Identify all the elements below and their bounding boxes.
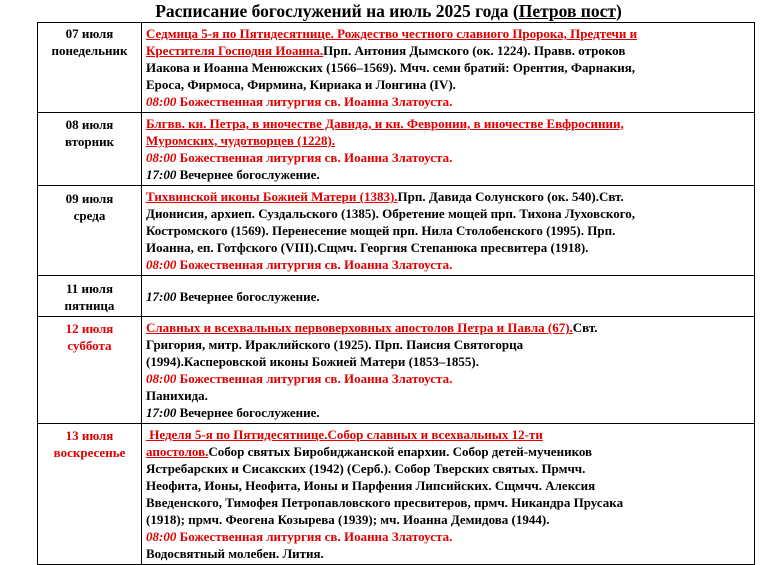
line: Неделя 5-я по Пятидесятнице.Собор славных и всехвальных 12-ти [146, 427, 543, 442]
date-weekday: воскресенье [53, 445, 126, 460]
table-row [38, 186, 755, 276]
service-cell [142, 186, 755, 276]
page-title [0, 1, 777, 22]
line: (1994).Касперовской иконы Божией Матери (1853–1855). [146, 354, 479, 369]
date-cell [38, 186, 142, 276]
line: (1918); прмч. Феогена Козырева (1939); мч. Иоанна Демидова (1944). [146, 512, 550, 527]
service-cell [142, 424, 755, 565]
date-cell [38, 113, 142, 186]
service-cell [142, 23, 755, 113]
service-cell [142, 113, 755, 186]
line: Муромских, чудотворцев (1228). [146, 133, 336, 148]
date-day: 09 июля [65, 191, 114, 206]
table-row [38, 23, 755, 113]
vespers-line: 17:00 Вечернее богослужение. [146, 288, 320, 304]
title-fast-name: Петров пост [518, 1, 616, 21]
date-cell [38, 23, 142, 113]
table-row [38, 113, 755, 186]
date-day: 07 июля [65, 26, 114, 41]
liturgy-line: 08:00 Божественная литургия св. Иоанна Златоуста. [146, 529, 453, 544]
date-day: 08 июля [65, 117, 114, 132]
date-weekday: вторник [64, 134, 115, 149]
date-day: 11 июля [66, 281, 113, 296]
line: Иакова и Иоанна Менюжских (1566–1569). Мчч. семи братий: Орентия, Фарнакия, [146, 60, 636, 75]
line: Ероса, Фирмоса, Фирмина, Кириака и Лонгина (IV). [146, 77, 456, 92]
service-cell [142, 317, 755, 424]
service-cell [142, 276, 755, 317]
line: Дионисия, архиеп. Суздальского (1385). Обретение мощей прп. Тихона Луховского, [146, 206, 636, 221]
line: Ястребарских и Сисакских (1942) (Серб.). Собор Тверских святых. Прмчч. [146, 461, 586, 476]
moleben-line: Водосвятный молебен. Лития. [146, 546, 324, 561]
line: Неофита, Ионы, Неофита, Ионы и Парфения Липсийских. Сщмчч. Алексия [146, 478, 596, 493]
date-weekday: пятница [64, 298, 115, 313]
date-weekday: суббота [67, 338, 112, 353]
vespers-line: 17:00 Вечернее богослужение. [146, 405, 320, 420]
vespers-line: 17:00 Вечернее богослужение. [146, 167, 320, 182]
schedule-table [37, 22, 755, 565]
title-main: Расписание богослужений на июль 2025 года ( [155, 1, 519, 21]
title-close-paren: ) [615, 1, 622, 21]
date-weekday: понедельник [51, 43, 128, 58]
line: Костромского (1569). Перенесение мощей прп. Нила Столобенского (1995). Прп. [146, 223, 616, 238]
line: Иоанна, еп. Готфского (VIII).Сщмч. Георгия Степанюка пресвитера (1918). [146, 240, 589, 255]
liturgy-line: 08:00 Божественная литургия св. Иоанна Златоуста. [146, 150, 453, 165]
line: Тихвинской иконы Божией Матери (1383).Прп. Давида Солунского (ок. 540).Свт. [146, 189, 624, 204]
table-row [38, 424, 755, 565]
line: Славных и всехвальных первоверховных апостолов Петра и Павла (67).Свт. [146, 320, 598, 335]
line: Крестителя Господня Иоанна.Прп. Антония Дымского (ок. 1224). Правв. отроков [146, 43, 626, 58]
line: Введенского, Тимофея Петропавловского пресвитеров, прмч. Никандра Прусака [146, 495, 624, 510]
date-day: 12 июля [65, 321, 114, 336]
line: Седмица 5-я по Пятидесятнице. Рождество честного славного Пророка, Предтечи и [146, 26, 638, 41]
date-cell [38, 424, 142, 565]
line: Григория, митр. Ираклийского (1925). Прп. Паисия Святогорца [146, 337, 524, 352]
date-cell [38, 317, 142, 424]
table-row [38, 276, 755, 317]
line: Блгвв. кн. Петра, в иночестве Давида, и кн. Февронии, в иночестве Евфросинии, [146, 116, 624, 131]
date-weekday: среда [73, 208, 106, 223]
liturgy-line: 08:00 Божественная литургия св. Иоанна Златоуста. [146, 257, 453, 272]
panikhida-line: Панихида. [146, 388, 208, 403]
liturgy-line: 08:00 Божественная литургия св. Иоанна Златоуста. [146, 371, 453, 386]
line: апостолов.Собор святых Биробиджанской епархии. Собор детей-мучеников [146, 444, 593, 459]
date-day: 13 июля [65, 428, 114, 443]
table-row [38, 317, 755, 424]
date-cell [38, 276, 142, 317]
liturgy-line: 08:00 Божественная литургия св. Иоанна Златоуста. [146, 94, 453, 109]
